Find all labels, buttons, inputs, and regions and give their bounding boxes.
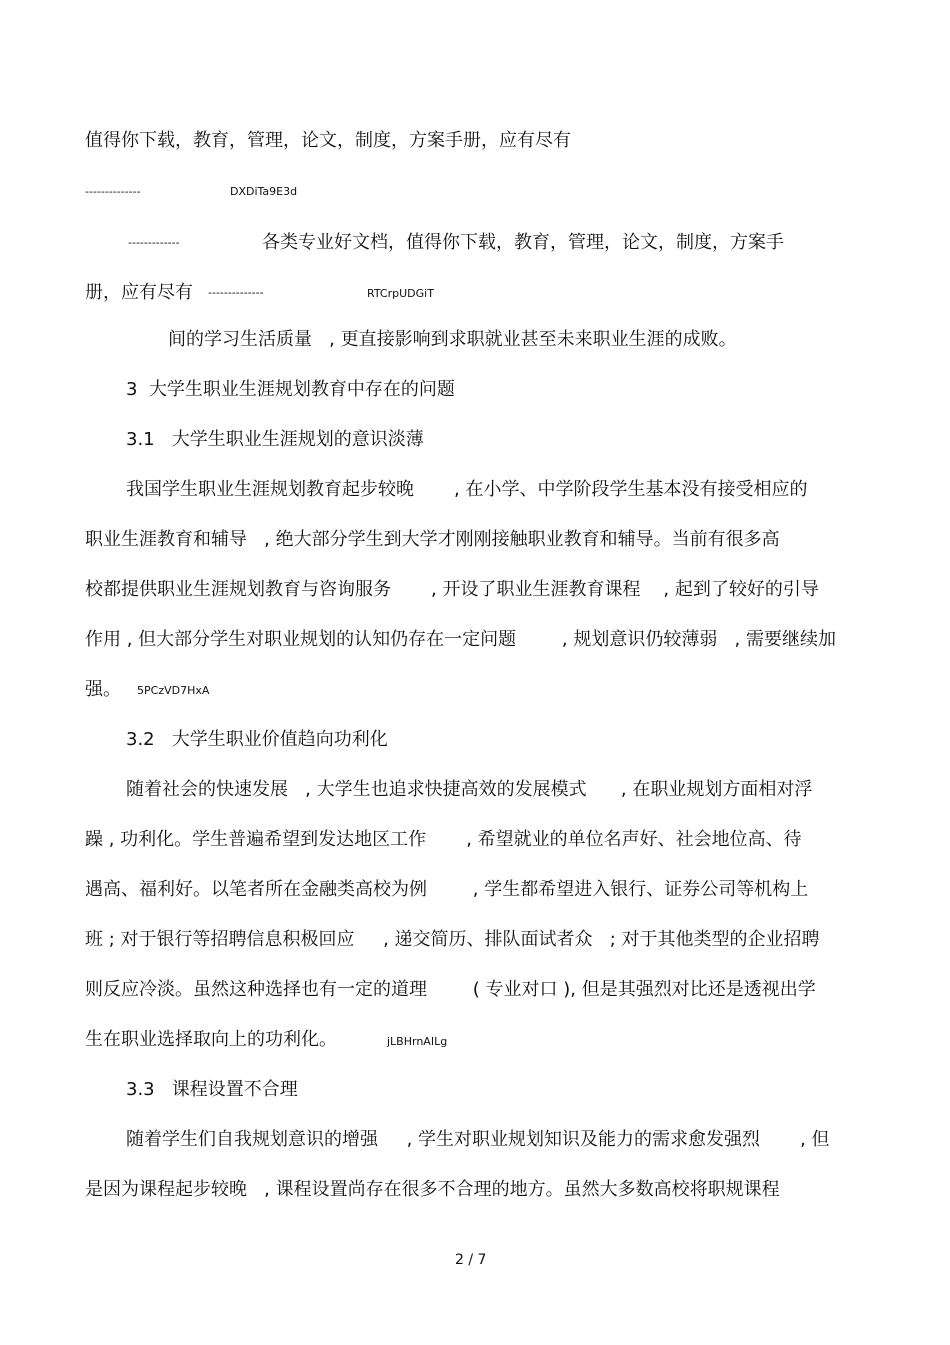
body-line: 是因为课程起步较晚 , 课程设置尚存在很多不合理的地方。虽然大多数高校将职规课程 [85, 1179, 780, 1200]
body-line: 强。 [85, 679, 121, 700]
body-line: 躁 , 功利化。学生普遍希望到发达地区工作 , 希望就业的单位名声好、社会地位高、待 [85, 829, 802, 850]
body-line: 生在职业选择取向上的功利化。 [85, 1029, 337, 1050]
subsection-heading: 3.2 大学生职业价值趋向功利化 [126, 729, 388, 750]
separator-dashes: -------------- [208, 286, 264, 299]
body-line: 作用 , 但大部分学生对职业规划的认知仍存在一定问题 , 规划意识仍较薄弱 , 需要继续加 [85, 629, 836, 650]
ad-banner-line: 册，应有尽有 [85, 282, 193, 303]
body-line: 职业生涯教育和辅导 , 绝大部分学生到大学才刚刚接触职业教育和辅导。当前有很多高 [85, 529, 780, 550]
body-line: 随着学生们自我规划意识的增强 , 学生对职业规划知识及能力的需求愈发强烈 , 但 [126, 1129, 830, 1150]
doc-code: 5PCzVD7HxA [137, 684, 210, 697]
ad-banner-line: 各类专业好文档，值得你下载，教育，管理，论文，制度，方案手 [262, 232, 784, 253]
body-line: 我国学生职业生涯规划教育起步较晚 , 在小学、中学阶段学生基本没有接受相应的 [126, 479, 808, 500]
doc-code: RTCrpUDGiT [367, 287, 434, 300]
doc-code: jLBHrnAILg [387, 1035, 448, 1048]
body-line: 随着社会的快速发展 , 大学生也追求快捷高效的发展模式 , 在职业规划方面相对浮 [126, 779, 813, 800]
body-line: 校都提供职业生涯规划教育与咨询服务 , 开设了职业生涯教育课程 , 起到了较好的引导 [85, 579, 819, 600]
doc-code: DXDiTa9E3d [230, 185, 298, 198]
separator-dashes: ------------- [128, 236, 180, 249]
page-number: 2 / 7 [455, 1252, 487, 1268]
body-line: 则反应冷淡。虽然这种选择也有一定的道理 ( 专业对口 ), 但是其强烈对比还是透视出学 [85, 979, 816, 1000]
body-line: 遇高、福利好。以笔者所在金融类高校为例 , 学生都希望进入银行、证券公司等机构上 [85, 879, 809, 900]
body-line: 间的学习生活质量 , 更直接影响到求职就业甚至未来职业生涯的成败。 [168, 329, 737, 350]
subsection-heading: 3.1 大学生职业生涯规划的意识淡薄 [126, 429, 424, 450]
section-heading: 3 大学生职业生涯规划教育中存在的问题 [126, 379, 455, 400]
subsection-heading: 3.3 课程设置不合理 [126, 1079, 298, 1100]
body-line: 班 ; 对于银行等招聘信息积极回应 , 递交简历、排队面试者众 ; 对于其他类型的企业招聘 [85, 929, 820, 950]
ad-banner-line: 值得你下载，教育，管理，论文，制度，方案手册，应有尽有 [85, 130, 571, 151]
separator-dashes: -------------- [85, 185, 141, 198]
